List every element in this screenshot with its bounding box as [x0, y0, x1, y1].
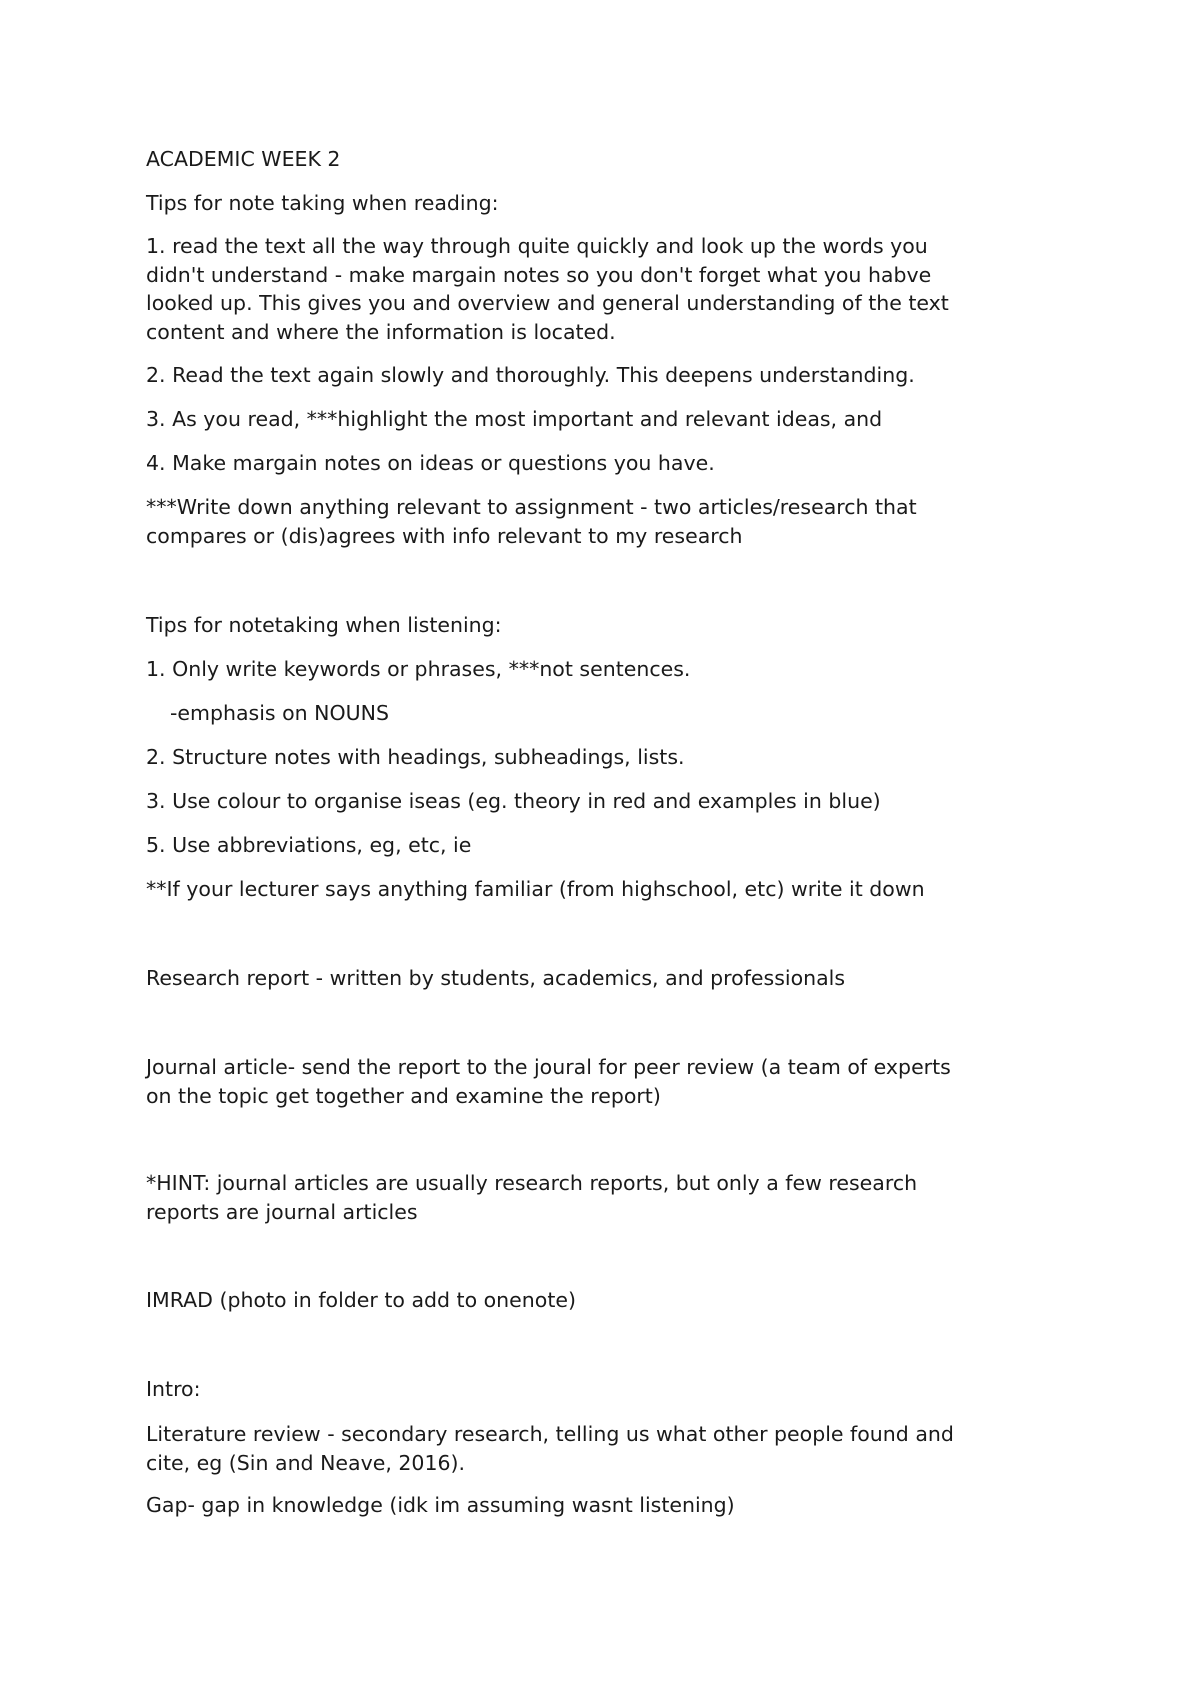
imrad-note: IMRAD (photo in folder to add to onenote) [146, 1288, 576, 1312]
listening-tips-heading: Tips for notetaking when listening: [146, 613, 502, 637]
listening-tip-5: 5. Use abbreviations, eg, etc, ie [146, 833, 472, 857]
text-line: *HINT: journal articles are usually research reports, but only a few research [146, 1171, 918, 1195]
intro-heading: Intro: [146, 1377, 201, 1401]
journal-article-definition [146, 1053, 1046, 1110]
listening-tip-3: 3. Use colour to organise iseas (eg. theory in red and examples in blue) [146, 789, 881, 813]
reading-tip-4: 4. Make margain notes on ideas or questions you have. [146, 451, 715, 475]
text-line: cite, eg (Sin and Neave, 2016). [146, 1450, 466, 1475]
reading-tips-heading: Tips for note taking when reading: [146, 191, 499, 215]
gap-definition: Gap- gap in knowledge (idk im assuming wasnt listening) [146, 1493, 735, 1517]
reading-tip-1 [146, 232, 1046, 346]
literature-review-definition [146, 1420, 1046, 1477]
reading-tip-2: 2. Read the text again slowly and thoroughly. This deepens understanding. [146, 363, 915, 387]
text-line: Literature review - secondary research, telling us what other people found and [146, 1422, 954, 1446]
text-line: on the topic get together and examine the report) [146, 1083, 661, 1108]
reading-tip-3: 3. As you read, ***highlight the most important and relevant ideas, and [146, 407, 883, 431]
document-title: ACADEMIC WEEK 2 [146, 147, 341, 171]
text-line: looked up. This gives you and overview and general understanding of the text [146, 291, 949, 315]
text-line: didn't understand - make margain notes so you don't forget what you habve [146, 262, 932, 287]
listening-tip-1-sub: -emphasis on NOUNS [170, 701, 389, 725]
listening-note: **If your lecturer says anything familiar (from highschool, etc) write it down [146, 877, 925, 901]
hint-note [146, 1169, 1046, 1226]
text-line: content and where the information is located. [146, 319, 616, 344]
text-line: compares or (dis)agrees with info relevant to my research [146, 523, 743, 548]
listening-tip-1: 1. Only write keywords or phrases, ***not sentences. [146, 657, 691, 681]
text-line: reports are journal articles [146, 1199, 418, 1224]
research-report-definition: Research report - written by students, academics, and professionals [146, 966, 846, 990]
reading-note [146, 493, 1046, 550]
text-line: ***Write down anything relevant to assignment - two articles/research that [146, 495, 917, 519]
text-line: 1. read the text all the way through quite quickly and look up the words you [146, 234, 928, 258]
listening-tip-2: 2. Structure notes with headings, subheadings, lists. [146, 745, 685, 769]
text-line: Journal article- send the report to the joural for peer review (a team of experts [146, 1055, 951, 1079]
